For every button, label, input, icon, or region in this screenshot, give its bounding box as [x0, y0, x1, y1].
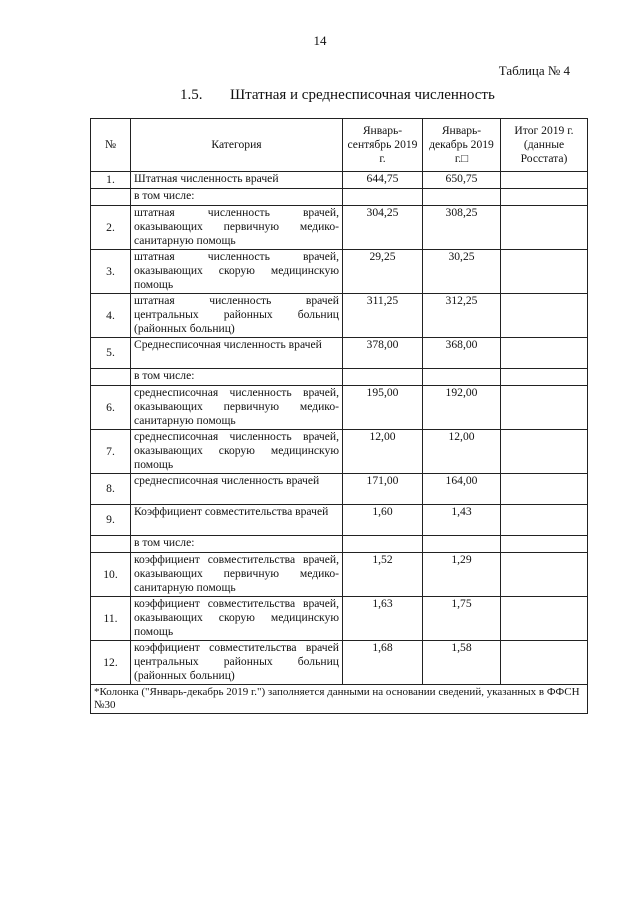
cell-total [501, 641, 588, 685]
staffing-table [90, 118, 588, 714]
cell-jan-sep: 304,25 [343, 206, 423, 250]
cell-category: Штатная численность врачей [131, 172, 343, 189]
cell-jan-sep: 311,25 [343, 294, 423, 338]
cell-total [501, 172, 588, 189]
header-no: № [91, 119, 131, 172]
cell-category: в том числе: [131, 536, 343, 553]
cell-jan-dec: 30,25 [423, 250, 501, 294]
cell-jan-sep [343, 369, 423, 386]
cell-total [501, 386, 588, 430]
cell-category: коэффициент совместительства врачей, оказывающих скорую медицинскую помощь [131, 597, 343, 641]
cell-category: среднесписочная численность врачей [131, 474, 343, 505]
cell-total [501, 505, 588, 536]
cell-jan-sep: 378,00 [343, 338, 423, 369]
cell-jan-dec: 368,00 [423, 338, 501, 369]
cell-jan-sep: 1,60 [343, 505, 423, 536]
cell-total [501, 430, 588, 474]
cell-total [501, 597, 588, 641]
cell-no [91, 536, 131, 553]
section-number: 1.5. [180, 87, 203, 103]
cell-jan-sep: 12,00 [343, 430, 423, 474]
table-row [91, 294, 588, 338]
cell-no: 12. [91, 641, 131, 685]
table-row [91, 505, 588, 536]
cell-jan-sep [343, 189, 423, 206]
cell-jan-sep: 1,63 [343, 597, 423, 641]
table-label: Таблица № 4 [498, 63, 570, 78]
cell-total [501, 536, 588, 553]
cell-total [501, 553, 588, 597]
table-row [91, 369, 588, 386]
header-row [91, 119, 588, 172]
page-number: 14 [313, 33, 327, 48]
cell-no: 9. [91, 505, 131, 536]
footnote-row [91, 685, 588, 714]
cell-category: коэффициент совместительства врачей центральных районных больниц (районных больниц) [131, 641, 343, 685]
cell-jan-sep: 644,75 [343, 172, 423, 189]
cell-category: Среднесписочная численность врачей [131, 338, 343, 369]
cell-jan-dec: 12,00 [423, 430, 501, 474]
header-category: Категория [131, 119, 343, 172]
cell-jan-dec: 192,00 [423, 386, 501, 430]
header-jan-sep: Январь-сентябрь 2019 г. [343, 119, 423, 172]
table-row [91, 430, 588, 474]
table-body [91, 172, 588, 685]
cell-jan-sep: 1,68 [343, 641, 423, 685]
cell-jan-dec: 308,25 [423, 206, 501, 250]
cell-category: среднесписочная численность врачей, оказывающих первичную медико-санитарную помощь [131, 386, 343, 430]
cell-jan-dec: 650,75 [423, 172, 501, 189]
cell-jan-sep: 195,00 [343, 386, 423, 430]
table-row [91, 206, 588, 250]
cell-no: 6. [91, 386, 131, 430]
cell-category: Коэффициент совместительства врачей [131, 505, 343, 536]
cell-jan-dec [423, 536, 501, 553]
cell-total [501, 250, 588, 294]
table-row [91, 553, 588, 597]
table-row [91, 474, 588, 505]
cell-no: 7. [91, 430, 131, 474]
cell-no: 1. [91, 172, 131, 189]
cell-jan-sep: 1,52 [343, 553, 423, 597]
section-title [180, 87, 495, 104]
cell-total [501, 206, 588, 250]
cell-jan-dec [423, 369, 501, 386]
cell-category: среднесписочная численность врачей, оказывающих скорую медицинскую помощь [131, 430, 343, 474]
cell-jan-dec: 1,75 [423, 597, 501, 641]
cell-category: в том числе: [131, 189, 343, 206]
cell-category: штатная численность врачей, оказывающих первичную медико-санитарную помощь [131, 206, 343, 250]
cell-total [501, 369, 588, 386]
footnote: *Колонка ("Январь-декабрь 2019 г.") заполняется данными на основании сведений, указанных в ФФСН №30 [91, 685, 588, 714]
cell-jan-dec: 1,58 [423, 641, 501, 685]
cell-jan-dec: 1,43 [423, 505, 501, 536]
table-row [91, 597, 588, 641]
cell-no: 8. [91, 474, 131, 505]
cell-no [91, 369, 131, 386]
section-title-text: Штатная и среднесписочная численность [230, 87, 495, 103]
header-jan-dec: Январь-декабрь 2019 г.□ [423, 119, 501, 172]
cell-total [501, 338, 588, 369]
cell-jan-dec: 164,00 [423, 474, 501, 505]
cell-no: 5. [91, 338, 131, 369]
table-row [91, 536, 588, 553]
cell-total [501, 189, 588, 206]
table-row [91, 338, 588, 369]
cell-category: штатная численность врачей центральных районных больниц (районных больниц) [131, 294, 343, 338]
cell-no [91, 189, 131, 206]
cell-jan-sep: 171,00 [343, 474, 423, 505]
cell-category: коэффициент совместительства врачей, оказывающих первичную медико-санитарную помощь [131, 553, 343, 597]
table-row [91, 641, 588, 685]
cell-total [501, 474, 588, 505]
cell-jan-dec [423, 189, 501, 206]
cell-jan-dec: 1,29 [423, 553, 501, 597]
cell-category: штатная численность врачей, оказывающих скорую медицинскую помощь [131, 250, 343, 294]
header-total: Итог 2019 г. (данные Росстата) [501, 119, 588, 172]
table-row [91, 386, 588, 430]
cell-no: 3. [91, 250, 131, 294]
cell-jan-sep [343, 536, 423, 553]
cell-no: 10. [91, 553, 131, 597]
cell-jan-sep: 29,25 [343, 250, 423, 294]
cell-no: 11. [91, 597, 131, 641]
table-row [91, 189, 588, 206]
cell-total [501, 294, 588, 338]
cell-no: 4. [91, 294, 131, 338]
cell-no: 2. [91, 206, 131, 250]
table-row [91, 250, 588, 294]
cell-jan-dec: 312,25 [423, 294, 501, 338]
table-row [91, 172, 588, 189]
cell-category: в том числе: [131, 369, 343, 386]
